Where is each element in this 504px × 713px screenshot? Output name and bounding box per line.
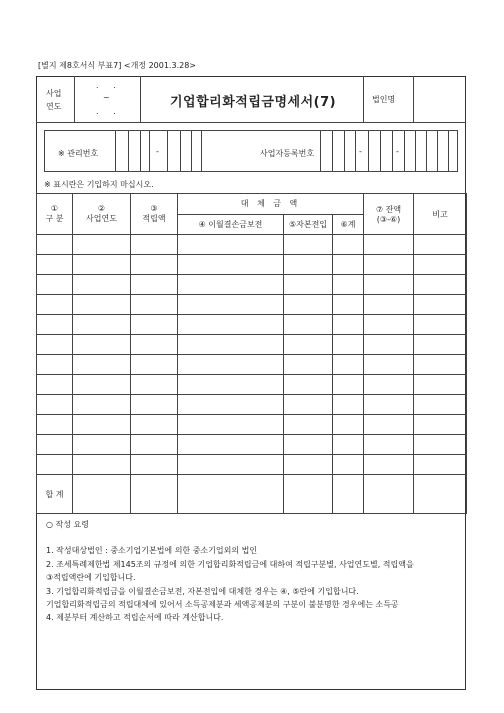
- divider: [140, 76, 141, 122]
- table-cell[interactable]: [131, 415, 178, 435]
- divider: [180, 130, 181, 172]
- reserve-table: [36, 193, 467, 514]
- table-cell[interactable]: [284, 375, 333, 395]
- col-sum-header: ⑥계: [333, 214, 364, 235]
- table-cell[interactable]: [73, 375, 131, 395]
- table-cell[interactable]: [131, 355, 178, 375]
- table-cell[interactable]: [73, 415, 131, 435]
- table-cell[interactable]: [364, 295, 414, 315]
- instruction-line: 4. 제분부터 계산하고 적립순서에 따라 계산합니다.: [46, 613, 224, 622]
- divider: [426, 130, 427, 172]
- table-row: [37, 335, 467, 355]
- table-cell[interactable]: [333, 315, 364, 335]
- year-label-2: 연도: [46, 102, 62, 111]
- table-cell[interactable]: [284, 315, 333, 335]
- table-row: [37, 415, 467, 435]
- table-cell[interactable]: [131, 435, 178, 455]
- table-cell[interactable]: [37, 295, 73, 315]
- table-cell[interactable]: [284, 335, 333, 355]
- table-cell[interactable]: [131, 335, 178, 355]
- table-cell[interactable]: [364, 415, 414, 435]
- table-cell[interactable]: [333, 435, 364, 455]
- divider: [332, 130, 333, 172]
- divider: [140, 130, 141, 172]
- table-cell[interactable]: [178, 355, 284, 375]
- table-cell[interactable]: [333, 335, 364, 355]
- table-cell[interactable]: [333, 355, 364, 375]
- table-cell[interactable]: [414, 395, 467, 415]
- table-cell[interactable]: [364, 275, 414, 295]
- table-cell[interactable]: [131, 455, 178, 475]
- table-cell[interactable]: [37, 395, 73, 415]
- col-deficit-header: ④ 이월결손금보전: [178, 214, 284, 235]
- table-cell[interactable]: [364, 395, 414, 415]
- table-cell[interactable]: [73, 295, 131, 315]
- notice-text: ※ 표시란은 기입하지 마십시오.: [44, 180, 154, 189]
- divider: [415, 130, 416, 172]
- divider: [437, 130, 438, 172]
- table-cell[interactable]: [414, 355, 467, 375]
- table-row: [37, 275, 467, 295]
- table-cell[interactable]: [414, 335, 467, 355]
- table-cell[interactable]: [414, 435, 467, 455]
- divider: [344, 130, 345, 172]
- mgmt-dash: -: [156, 147, 159, 156]
- instruction-line: 1. 작성대상법인 : 중소기업기본법에 의한 중소기업외의 법인: [46, 546, 258, 555]
- instruction-line: 2. 조세특례제한법 제145조의 규정에 의한 기업합리화적립금에 대하여 적립구분별, 사업연도별, 적립액을: [46, 560, 414, 569]
- divider: [36, 122, 466, 123]
- col-balance-header: ⑦ 잔액 (③-⑥): [364, 194, 414, 235]
- table-cell[interactable]: [178, 455, 284, 475]
- total-label: 합 계: [37, 475, 73, 514]
- table-row: [37, 295, 467, 315]
- table-cell[interactable]: [284, 255, 333, 275]
- mgmt-number-field-1[interactable]: [115, 130, 150, 172]
- table-cell[interactable]: [37, 255, 73, 275]
- col-category-header: ① 구 분: [37, 194, 73, 235]
- table-cell[interactable]: [37, 415, 73, 435]
- table-row: [37, 395, 467, 415]
- instructions-heading: ○ 작성 요령: [46, 520, 89, 529]
- total-cell[interactable]: [333, 475, 364, 514]
- table-cell[interactable]: [37, 335, 73, 355]
- divider: [448, 130, 449, 172]
- year-to-dots[interactable]: . .: [96, 107, 122, 116]
- total-cell[interactable]: [284, 475, 333, 514]
- col-remarks-header: 비고: [414, 194, 467, 235]
- table-cell[interactable]: [73, 255, 131, 275]
- instruction-line: ③적립액란에 기입합니다.: [46, 573, 136, 582]
- table-cell[interactable]: [178, 435, 284, 455]
- table-cell[interactable]: [364, 355, 414, 375]
- table-row: [37, 235, 467, 255]
- table-cell[interactable]: [178, 335, 284, 355]
- table-cell[interactable]: [37, 435, 73, 455]
- table-cell[interactable]: [131, 295, 178, 315]
- table-cell[interactable]: [131, 315, 178, 335]
- biz-reg-field-3[interactable]: [404, 130, 458, 172]
- table-cell[interactable]: [178, 395, 284, 415]
- total-cell[interactable]: [73, 475, 131, 514]
- table-cell[interactable]: [73, 235, 131, 255]
- table-cell[interactable]: [333, 235, 364, 255]
- corp-name-field[interactable]: [414, 77, 465, 122]
- table-cell[interactable]: [414, 375, 467, 395]
- table-cell[interactable]: [333, 375, 364, 395]
- mgmt-number-label: ※ 관리번호: [58, 149, 99, 158]
- total-cell[interactable]: [364, 475, 414, 514]
- table-cell[interactable]: [333, 455, 364, 475]
- table-cell[interactable]: [414, 295, 467, 315]
- table-cell[interactable]: [414, 455, 467, 475]
- table-cell[interactable]: [37, 275, 73, 295]
- table-cell[interactable]: [37, 455, 73, 475]
- table-cell[interactable]: [73, 435, 131, 455]
- table-cell[interactable]: [364, 335, 414, 355]
- mgmt-number-field-2[interactable]: [167, 130, 202, 172]
- table-cell[interactable]: [73, 335, 131, 355]
- table-cell[interactable]: [131, 235, 178, 255]
- table-cell[interactable]: [284, 355, 333, 375]
- table-row: [37, 255, 467, 275]
- table-cell[interactable]: [131, 275, 178, 295]
- biz-dash-2: -: [396, 147, 399, 156]
- table-cell[interactable]: [73, 395, 131, 415]
- table-cell[interactable]: [284, 295, 333, 315]
- table-cell[interactable]: [37, 235, 73, 255]
- table-cell[interactable]: [178, 415, 284, 435]
- total-cell[interactable]: [178, 475, 284, 514]
- table-cell[interactable]: [131, 255, 178, 275]
- table-cell[interactable]: [284, 415, 333, 435]
- table-cell[interactable]: [73, 275, 131, 295]
- total-cell[interactable]: [414, 475, 467, 514]
- col-year-header: ② 사업연도: [73, 194, 131, 235]
- divider: [363, 76, 364, 122]
- biz-reg-field-1[interactable]: [320, 130, 356, 172]
- table-row: [37, 315, 467, 335]
- table-cell[interactable]: [178, 255, 284, 275]
- table-cell[interactable]: [364, 435, 414, 455]
- divider: [191, 130, 192, 172]
- instruction-line: 3. 기업합리화적립금을 이월결손금보전, 자본전입에 대체한 경우는 ④, ⑤란에 기입합니다.: [46, 587, 359, 596]
- table-cell[interactable]: [37, 375, 73, 395]
- table-cell[interactable]: [284, 395, 333, 415]
- table-cell[interactable]: [364, 375, 414, 395]
- table-cell[interactable]: [414, 315, 467, 335]
- table-row: [37, 355, 467, 375]
- col-transfer-group-header: 대 체 금 액: [178, 194, 364, 215]
- table-cell[interactable]: [364, 255, 414, 275]
- biz-dash-1: -: [359, 147, 362, 156]
- divider: [74, 76, 75, 122]
- table-cell[interactable]: [37, 355, 73, 375]
- table-cell[interactable]: [178, 235, 284, 255]
- table-cell[interactable]: [73, 315, 131, 335]
- table-cell[interactable]: [333, 275, 364, 295]
- table-cell[interactable]: [73, 355, 131, 375]
- divider: [128, 130, 129, 172]
- table-cell[interactable]: [333, 295, 364, 315]
- year-tilde: ~: [103, 93, 110, 102]
- col-capital-header: ⑤자본전입: [284, 214, 333, 235]
- table-cell[interactable]: [284, 275, 333, 295]
- table-cell[interactable]: [364, 315, 414, 335]
- corp-name-label: 법인명: [372, 95, 396, 104]
- table-cell[interactable]: [37, 315, 73, 335]
- table-cell[interactable]: [178, 295, 284, 315]
- table-cell[interactable]: [284, 435, 333, 455]
- year-label-1: 사업: [46, 89, 62, 98]
- col-reserve-header: ③ 적립액: [131, 194, 178, 235]
- table-cell[interactable]: [414, 235, 467, 255]
- table-cell[interactable]: [333, 395, 364, 415]
- table-cell[interactable]: [364, 455, 414, 475]
- table-cell[interactable]: [333, 255, 364, 275]
- table-row: [37, 375, 467, 395]
- table-cell[interactable]: [284, 455, 333, 475]
- divider: [380, 130, 381, 172]
- table-cell[interactable]: [178, 315, 284, 335]
- table-cell[interactable]: [178, 375, 284, 395]
- total-cell[interactable]: [131, 475, 178, 514]
- table-row: [37, 455, 467, 475]
- form-title: 기업합리화적립금명세서(7): [170, 95, 337, 110]
- biz-reg-label: 사업자등록번호: [260, 149, 315, 158]
- table-cell[interactable]: [414, 275, 467, 295]
- table-cell[interactable]: [333, 415, 364, 435]
- table-cell[interactable]: [131, 375, 178, 395]
- table-cell[interactable]: [364, 235, 414, 255]
- year-from-dots[interactable]: . .: [96, 81, 122, 90]
- table-cell[interactable]: [284, 235, 333, 255]
- table-row: [37, 435, 467, 455]
- table-cell[interactable]: [131, 395, 178, 415]
- table-cell[interactable]: [414, 255, 467, 275]
- form-reference: [별지 제8호서식 부표7] <개정 2001.3.28>: [38, 61, 196, 70]
- table-cell[interactable]: [178, 275, 284, 295]
- instruction-line: 기업합리화적립금의 적립대체에 있어서 소득공제분과 세액공제분의 구분이 불분명한 경우에는 소득공: [46, 600, 399, 609]
- table-cell[interactable]: [73, 455, 131, 475]
- table-cell[interactable]: [414, 415, 467, 435]
